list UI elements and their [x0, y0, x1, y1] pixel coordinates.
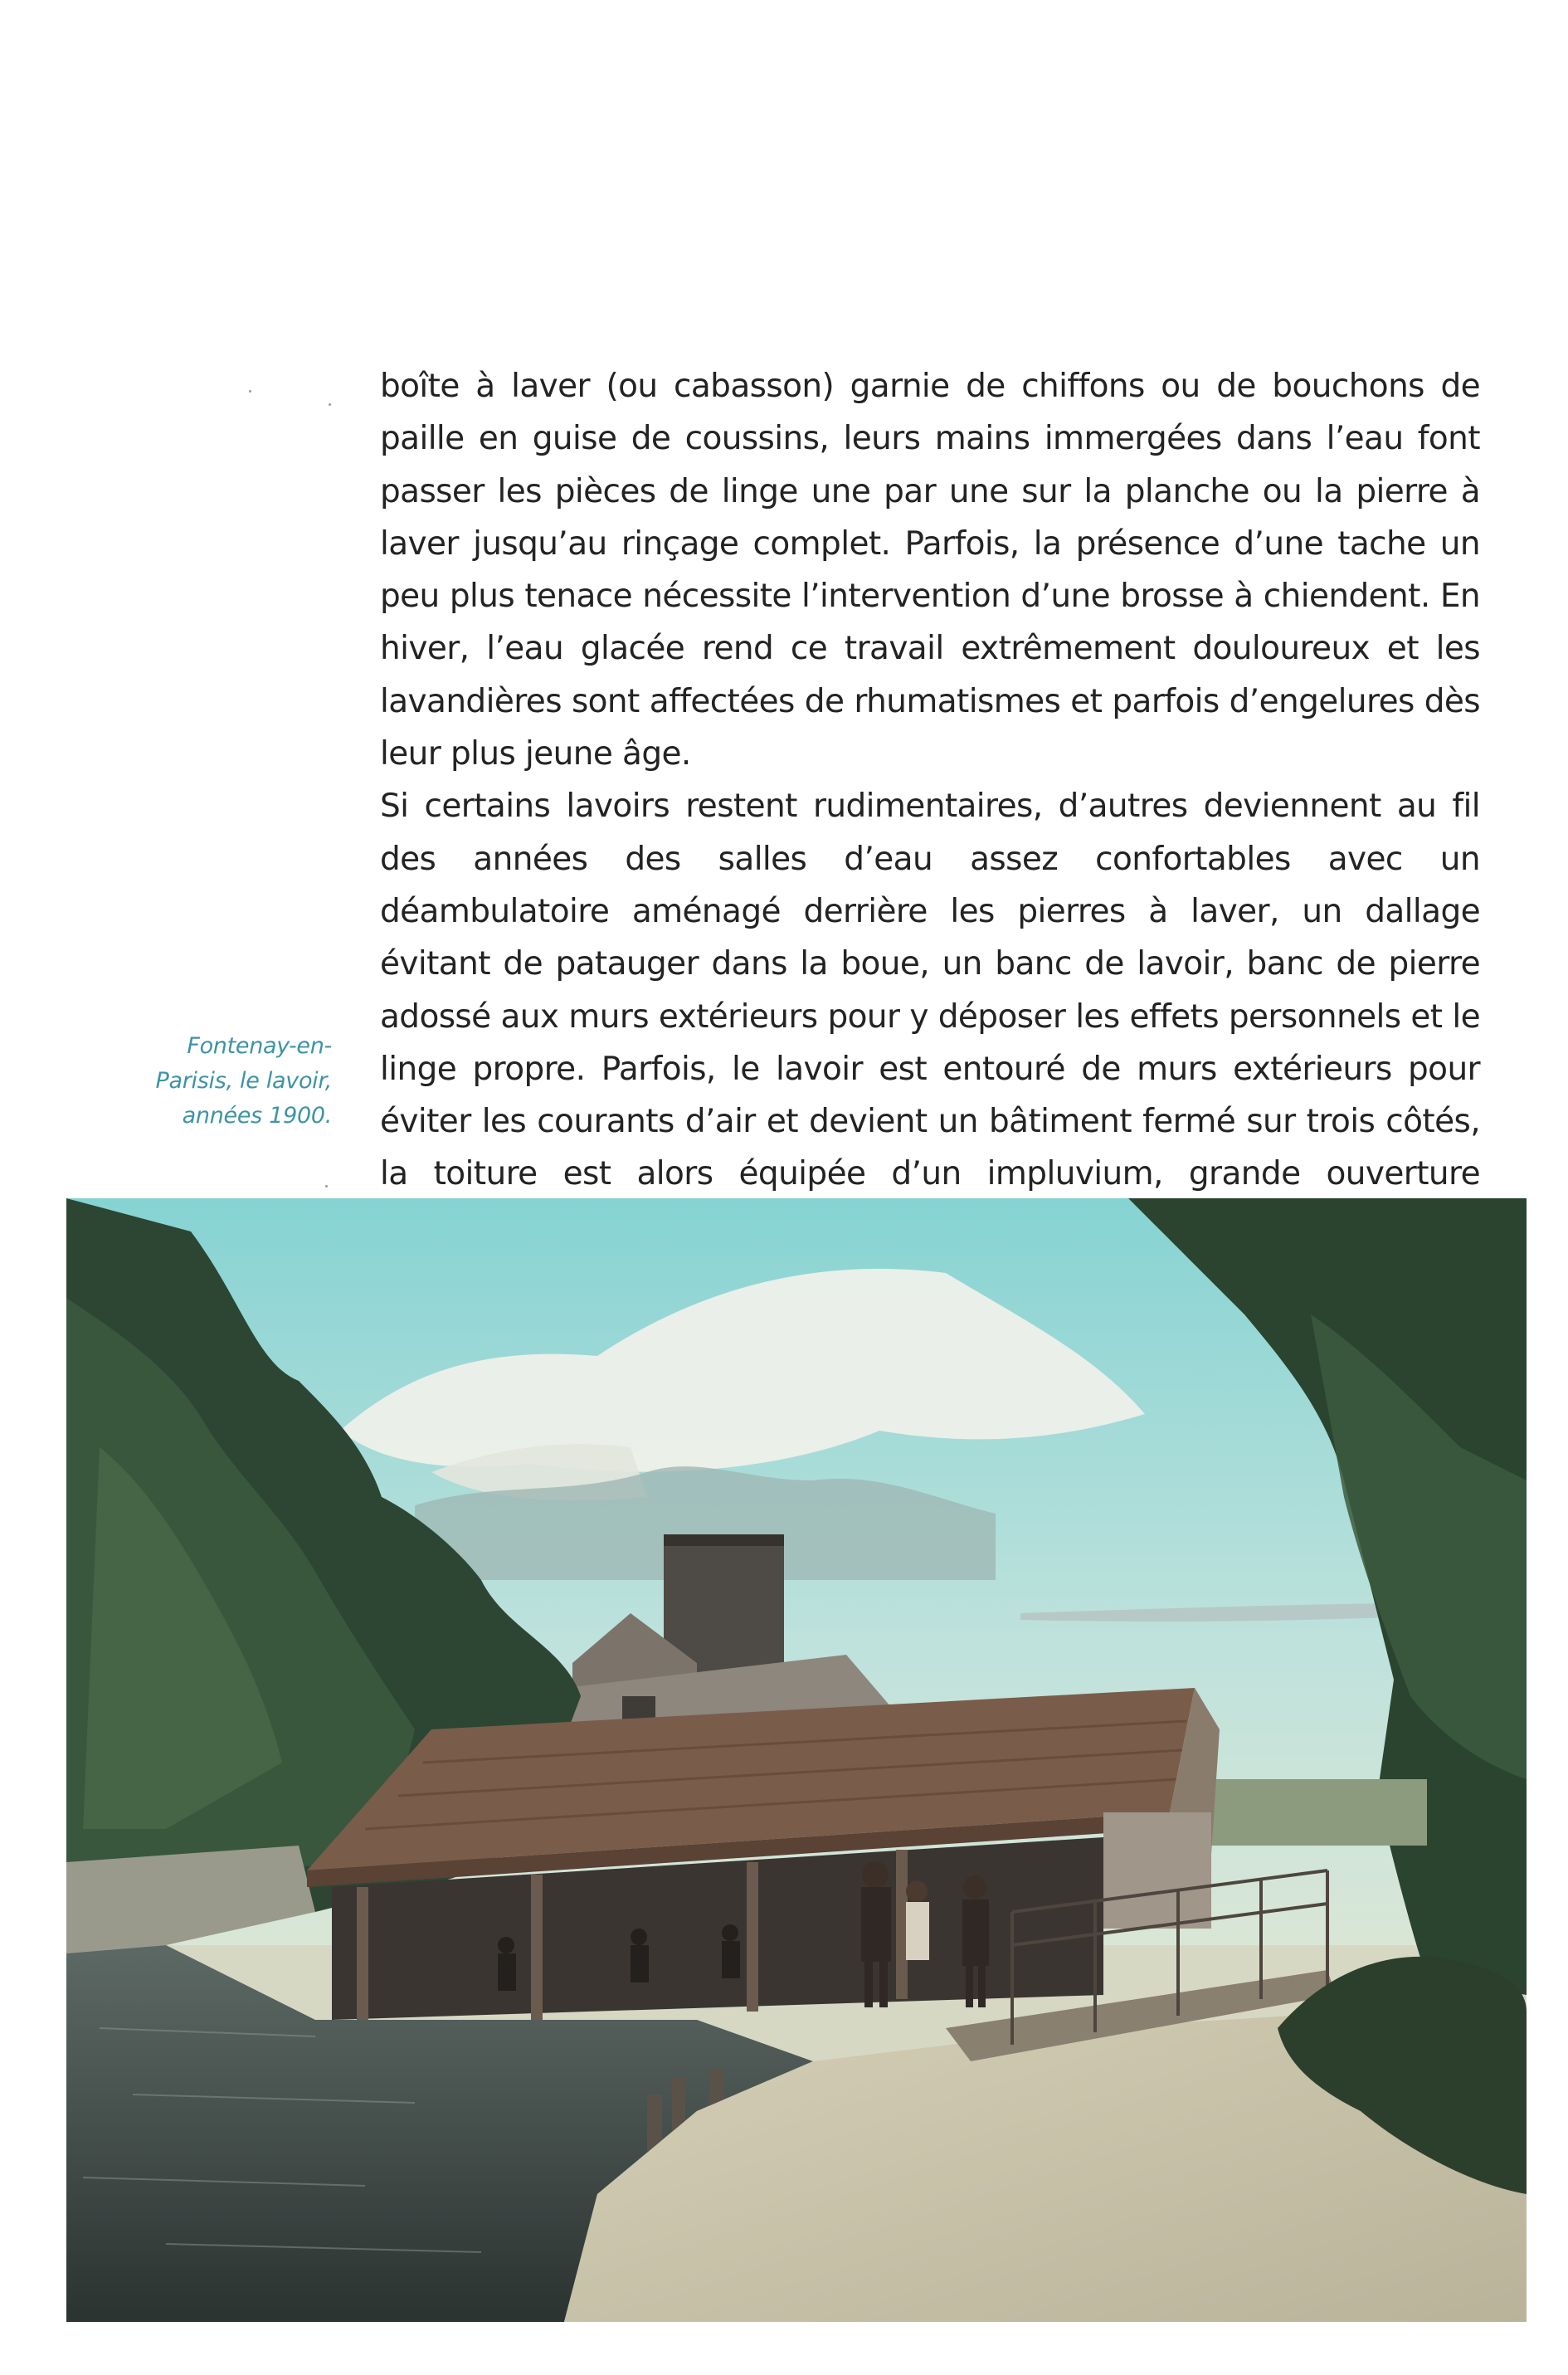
photo-illustration: [66, 1198, 1527, 2322]
body-text: [380, 360, 1480, 1253]
caption-line: Fontenay-en-: [187, 1033, 332, 1059]
lavoir-pillar: [1103, 1812, 1211, 1929]
caption-line: Parisis, le lavoir,: [155, 1068, 332, 1094]
scan-speck: [249, 390, 251, 393]
lavoir-photograph: [66, 1198, 1527, 2322]
paragraph-1: boîte à laver (ou cabasson) garnie de chiffons ou de bouchons de paille en guise de coussins, leurs mains immergées dans l’eau font passer les pièces de linge une par une sur la planche ou la pierre à laver jusqu’au rinçage complet. Parfois, la présence d’une tache un peu plus tenace nécessite l’intervention d’une brosse à chiendent. En hiver, l’eau glacée rend ce travail extrêmement douloureux et les lavandières sont affectées de rhumatismes et parfois d’engelures dès leur plus jeune âge.: [380, 368, 1480, 773]
field: [1211, 1779, 1427, 1846]
caption-line: années 1900.: [182, 1103, 332, 1129]
photo-caption: [124, 1029, 332, 1134]
scan-speck: [325, 1185, 328, 1188]
paragraph-2: Si certains lavoirs restent rudimentaires, d’autres deviennent au fil des années des salles d’eau assez confortables avec un déambulatoire aménagé derrière les pierres à laver, un dallage évitant de patauger dans la boue, un banc de lavoir, banc de pierre adossé aux murs extérieurs pour y déposer les effets personnels et le linge propre. Parfois, le lavoir est entouré de murs extérieurs pour éviter les courants d’air et devient un bâtiment fermé sur trois côtés, la toiture est alors équipée d’un impluvium, grande ouverture: [380, 788, 1480, 1193]
scan-speck: [329, 403, 331, 406]
